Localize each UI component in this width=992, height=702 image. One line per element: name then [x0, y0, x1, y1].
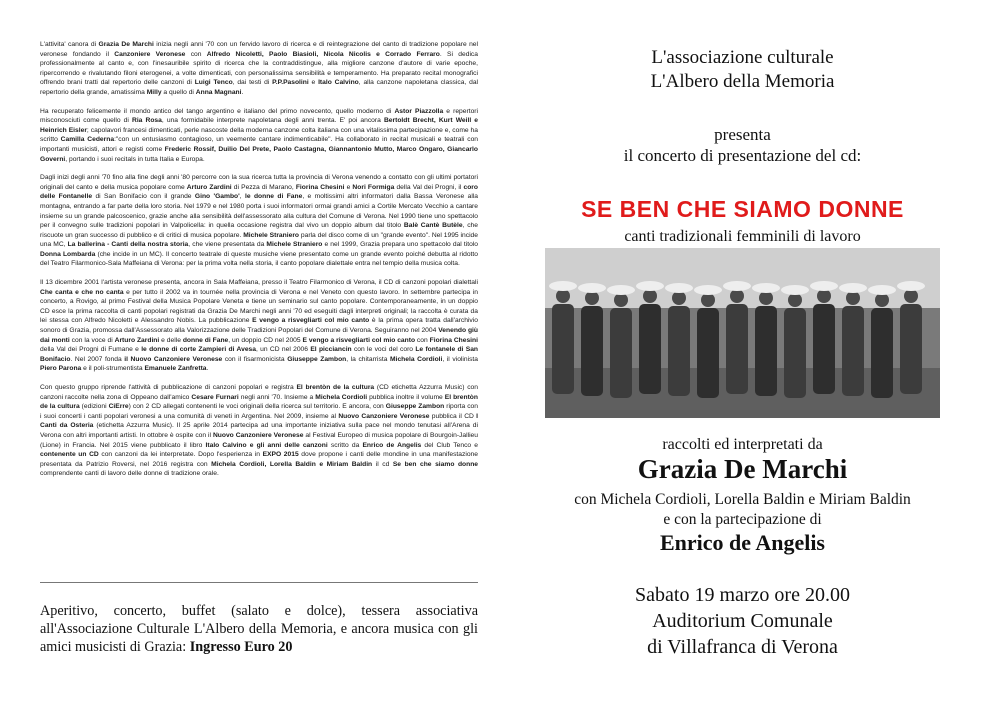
divider: [40, 582, 478, 583]
head-shape: [701, 293, 715, 307]
cd-title: SE BEN CHE SIAMO DONNE: [581, 196, 904, 222]
bio-highlight: Arturo Zardini: [186, 183, 232, 191]
figure-shape: [755, 306, 777, 396]
hat-shape: [694, 285, 722, 295]
bio-highlight: Grazia De Marchi: [98, 41, 154, 48]
bio-highlight: Milly: [146, 88, 162, 96]
bio-highlight: Enrico de Angelis: [362, 441, 422, 449]
bio-highlight: Arturo Zardini: [114, 336, 160, 344]
cd-subtitle: canti tradizionali femminili di lavoro: [624, 228, 861, 245]
presents: [540, 124, 945, 166]
hat-shape: [781, 285, 809, 295]
bio-highlight: Fiorina Chesini: [429, 336, 478, 344]
bio-highlight: Italo Calvino: [318, 79, 359, 87]
hat-shape: [607, 285, 635, 295]
bio-highlight: El brentòn de la cultura: [40, 393, 478, 411]
bio-highlight: Luigi Tenco: [194, 79, 233, 87]
bio-paragraph: Il 13 dicembre 2001 l'artista veronese presenta, ancora in Sala Maffeiana, presso il Teatro Filarmonico di Verona, il CD di canzoni popolari dialettali Che canta e che no canta e per tutto il 2002 va in tournée nella provincia di Verona e nel Veneto con questo lavoro. In settembre partecipa in concerto, a Rovigo, al primo Festival della Musica Popolare Veneta e tiene un seminario sul canto popolare. Contemporaneamente, in un doppio CD esce la prima raccolta di canti popolari registrati da Grazia De Marchi negli anni '70 ed eseguiti dagli interpreti originali; la raccolta è curata da lei stessa con Alfredo Nicoletti e Alessandro Nobis. La pubblicazione E vengo a risvegliarti col mio canto è la prima opera tratta dall'archivio sonoro di Grazia, promossa dall'Assessorato alla Valorizzazione delle Tradizioni Popolari del Comune di Verona. Seguiranno nel 2004 Venendo giù dai monti con la voce di Arturo Zardini e delle donne di Fane, un doppio CD nel 2005 E vengo a risvegliarti col mio canto con Fiorina Chesini della Val dei Progni di Fumane e le donne di corte Zampieri di Avesa, un CD nel 2006 El picciancin con le voci del coro Le fontanele di San Bonifacio. Nel 2007 fonda il Nuovo Canzoniere Veronese con il fisarmonicista Giuseppe Zambon, la chitarrista Michela Cordioli, il violinista Piero Parona e il poli-strumentista Emanuele Zanfretta.: [40, 279, 479, 373]
bio-highlight: Donna Lombarda: [40, 250, 96, 258]
head-shape: [788, 293, 802, 307]
hat-shape: [578, 283, 606, 293]
bio-highlight: I Canti da Osteria: [40, 412, 478, 430]
hat-shape: [752, 283, 780, 293]
figure-shape: [871, 308, 893, 398]
bio-highlight: P.P.Pasolini: [272, 79, 309, 87]
bio-highlight: E vengo a risvegliarti col mio canto: [252, 317, 370, 325]
bio-paragraph: Dagli inizi degli anni '70 fino alla fine degli anni '80 percorre con la sua ricerca tutta la provincia di Verona venendo a contatto con gli ultimi portatori originali del canto e della musica popolare come Arturo Zardini di Pezza di Marano, Fiorina Chesini e Nori Formiga della Val dei Progni, il coro delle Fontanelle di San Bonifacio con il grande Gino 'Gambo', le donne di Fane, e moltissimi altri informatori dalla Bassa Veronese alla montagna, entrando a far parte della loro storia. Nel 1979 e nel 1980 porta i suoi informatori ormai grandi amici a Cortile Mercato Vecchio a cantare insieme su un grande palcoscenico, grazie anche alla sensibilità dell'assessorato alla cultura del Comune di Verona. Nel 1990 tiene uno spettacolo per il convegno sulle tradizioni popolari in Valpolicella: in quella occasione registra dal vivo un doppio album dal titolo Balè Cantè Butèle, che riscuote un gran successo di pubblico e di critici di musica popolare. Michele Straniero parla del disco come di un "grande evento". Nel 1995 incide una MC, La ballerina - Canti della nostra storia, che viene presentata da Michele Straniero e nel 1999, Grazia prepara uno spettacolo dal titolo Donna Lombarda (che incide in un MC). Il concerto teatrale di queste musiche viene presentato come un grande evento poiché debutta al ridotto del Teatro Filarmonico-Sala Maffeiana di Verona: per la prima volta nella storia, il canto popolare dialettale entra nel tempio della musica colta.: [40, 174, 479, 268]
figure-shape: [668, 306, 690, 396]
bio-highlight: coro delle Fontanelle: [40, 183, 478, 201]
event-info-text: Aperitivo, concerto, buffet (salato e dolce), tessera associativa all'Associazione Culturale L'Albero della Memoria, e ancora musica con gli amici musicisti di Grazia:: [40, 603, 478, 655]
bio-highlight: Ria Rosa: [131, 117, 162, 125]
hat-shape: [665, 283, 693, 293]
association-line-1: L'associazione culturale: [651, 47, 834, 68]
bio-highlight: Venendo giù dai monti: [40, 327, 478, 344]
event-details: [540, 582, 945, 660]
association-header: [540, 46, 945, 94]
head-shape: [759, 291, 773, 305]
bio-highlight: Giuseppe Zambon: [287, 355, 347, 363]
bio-highlight: Le fontanele di San Bonifacio: [40, 346, 478, 363]
figure-shape: [784, 308, 806, 398]
head-shape: [556, 289, 570, 303]
figure-shape: [581, 306, 603, 396]
hat-shape: [839, 283, 867, 293]
guest-name: Enrico de Angelis: [659, 530, 825, 555]
event-city: di Villafranca di Verona: [647, 636, 838, 658]
bio-text: [40, 40, 478, 479]
bio-highlight: Piero Parona: [40, 365, 82, 373]
bio-highlight: Canzoniere Veronese: [114, 50, 186, 58]
bio-highlight: Michela Cordioli: [315, 393, 368, 401]
hat-shape: [636, 281, 664, 291]
presents-description: il concerto di presentazione del cd:: [623, 146, 862, 165]
hat-shape: [868, 285, 896, 295]
bio-highlight: contenente un CD: [40, 451, 99, 459]
collected-by: raccolti ed interpretati da: [662, 436, 823, 453]
event-date: Sabato 19 marzo ore 20.00: [635, 584, 850, 606]
figure-shape: [726, 304, 748, 394]
bio-highlight: Che canta e che no canta: [40, 288, 124, 296]
figure-shape: [610, 308, 632, 398]
hat-shape: [723, 281, 751, 291]
head-shape: [817, 289, 831, 303]
bio-highlight: Camilla Cederna: [60, 136, 115, 144]
bio-highlight: Giuseppe Zambon: [385, 403, 445, 411]
performers: [540, 490, 945, 530]
figure-shape: [697, 308, 719, 398]
women-workers-photo: [545, 248, 940, 418]
head-shape: [643, 289, 657, 303]
bio-highlight: Bertoldt Brecht, Kurt Weill e Heinrich Eisler: [40, 117, 479, 134]
entry-price: Ingresso Euro 20: [189, 639, 293, 655]
bio-paragraph: Con questo gruppo riprende l'attività di pubblicazione di canzoni popolari e registra El brentòn de la cultura (CD etichetta Azzurra Music) con canzoni raccolte nella zona di Oppeano dall'amico Cesare Furnari negli anni '70. Insieme a Michela Cordioli pubblica inoltre il volume El brentòn de la cultura (edizioni CiErre) con 2 CD allegati contenenti le voci originali della ricerca sul territorio. E ancora, con Giuseppe Zambon riporta con i suoi concerti i canti popolari veronesi a una comunità di veneti in Argentina. Nel 2009, insieme al Nuovo Canzoniere Veronese pubblica il CD I Canti da Osteria (etichetta Azzurra Music). Il 25 aprile 2014 partecipa ad una importante iniziativa sulla pace nel mondo tenutasi all'Arena di Verona con altri importanti artisti. In ottobre è ospite con il Nuovo Canzoniere Veronese al Festival Europeo di musica popolare di Bourgoin-Jallieu (Lione) in Francia. Nel 2015 viene pubblicato il libro Italo Calvino e gli anni delle canzoni scritto da Enrico de Angelis del Club Tenco e contenente un CD con canzoni da lei interpretate. Dopo l'esperienza in EXPO 2015 dove propone i canti delle mondine in una manifestazione presentata da Patrizio Roversi, nel 2016 registra con Michela Cordioli, Lorella Baldin e Miriam Baldin il cd Se ben che siamo donne comprendente canti di lavoro delle donne di tradizione orale.: [40, 384, 479, 478]
bio-highlight: Nuovo Canzoniere Veronese: [212, 431, 304, 439]
bio-highlight: CiErre: [108, 403, 129, 411]
head-shape: [672, 291, 686, 305]
bio-highlight: El brentòn de la cultura: [296, 384, 375, 391]
bio-highlight: Nuovo Canzoniere Veronese: [338, 412, 430, 420]
figure-shape: [813, 304, 835, 394]
bio-highlight: Anna Magnani: [195, 88, 242, 96]
bio-highlight: Cesare Furnari: [191, 393, 239, 401]
artist-name: Grazia De Marchi: [637, 454, 848, 484]
association-name: L'Albero della Memoria: [650, 71, 835, 92]
event-venue: Auditorium Comunale: [652, 610, 833, 632]
hat-shape: [810, 281, 838, 291]
hat-shape: [897, 281, 925, 291]
bio-highlight: Michela Cordioli: [390, 355, 443, 363]
bio-highlight: Emanuele Zanfretta: [144, 365, 207, 373]
figure-shape: [552, 304, 574, 394]
event-info: [40, 602, 478, 656]
bio-highlight: Nori Formiga: [352, 183, 395, 191]
hat-shape: [549, 281, 577, 291]
photo-image: [545, 248, 940, 418]
bio-highlight: Michele Straniero: [266, 241, 323, 249]
bio-highlight: Michele Straniero: [243, 231, 300, 239]
bio-highlight: Astor Piazzolla: [394, 107, 444, 115]
figure-shape: [900, 304, 922, 394]
head-shape: [614, 293, 628, 307]
bio-highlight: EXPO 2015: [262, 451, 299, 459]
bio-highlight: le donne di Fane: [244, 193, 303, 201]
bio-highlight: il Nuovo Canzoniere Veronese: [124, 355, 223, 363]
bio-highlight: El picciancin: [310, 346, 352, 354]
bio-highlight: E vengo a risvegliarti col mio canto: [302, 336, 416, 344]
bio-highlight: Balè Cantè Butèle: [403, 222, 463, 230]
head-shape: [585, 291, 599, 305]
head-shape: [730, 289, 744, 303]
bio-highlight: Michela Cordioli, Lorella Baldin e Miriam Baldin: [211, 460, 373, 468]
head-shape: [846, 291, 860, 305]
bio-highlight: La ballerina - Canti della nostra storia: [67, 241, 189, 249]
bio-highlight: Alfredo Nicoletti, Paolo Biasioli, Nicola Nicolis e Corrado Ferraro: [206, 50, 440, 58]
head-shape: [875, 293, 889, 307]
performers-list: con Michela Cordioli, Lorella Baldin e Miriam Baldin: [574, 491, 911, 508]
biography: [40, 40, 478, 488]
bio-highlight: Gino 'Gambo': [194, 193, 240, 201]
bio-paragraph: L'attivita' canora di Grazia De Marchi inizia negli anni '70 con un fervido lavoro di ricerca e di reintegrazione del canto di tradizione popolare nel veronese fondando il Canzoniere Veronese con Alfredo Nicoletti, Paolo Biasioli, Nicola Nicolis e Corrado Ferraro. Si dedica professionalmente al canto e, con l'inesauribile spirito di ricerca che la contraddistingue, alla migliore canzone d'autore di varie epoche, ripercorrendo e rivalutando filoni eterogenei, a volte dimenticati, con personalissima sensibilità e temperamento. Ha preparato recital monografici offrendo brani tratti dal repertorio delle canzoni di Luigi Tenco, dai testi di P.P.Pasolini e Italo Calvino, alla canzone napoletana classica, dal repertorio della grande, amatissima Milly a quello di Anna Magnani.: [40, 41, 479, 96]
bio-highlight: Fiorina Chesini: [295, 183, 345, 191]
figure-shape: [639, 304, 661, 394]
bio-highlight: Frederic Rossif, Duilio Del Prete, Paolo Castagna, Giannantonio Mutto, Marco Ongaro, Giancarlo Governi: [40, 145, 478, 163]
head-shape: [904, 289, 918, 303]
bio-highlight: donne di Fane: [182, 336, 229, 344]
participation-label: e con la partecipazione di: [663, 511, 822, 528]
bio-highlight: Italo Calvino e gli anni delle canzoni: [205, 441, 328, 449]
bio-highlight: Se ben che siamo donne: [392, 460, 479, 468]
bio-paragraph: Ha recuperato felicemente il mondo antico del tango argentino e italiano del primo novecento, quello moderno di Astor Piazzolla e repertori misconosciuti come quello di Ria Rosa, una formidabile interprete napoletana degli anni trenta. E' poi ancora Bertoldt Brecht, Kurt Weill e Heinrich Eisler; capolavori francesi dimenticati, perle nascoste della moderna canzone colta italiana con una vitalissima partecipazione e, come ha scritto Camilla Cederna:"con un entusiasmo contagioso, un veemente cantare indimenticabile". Ha collaborato in recital musicali e teatrali con importanti musicisti, attori e registi come Frederic Rossif, Duilio Del Prete, Paolo Castagna, Giannantonio Mutto, Marco Ongaro, Giancarlo Governi, portando i suoi recitals in tutta Italia e Europa.: [40, 107, 479, 163]
figure-shape: [842, 306, 864, 396]
bio-highlight: le donne di corte Zampieri di Avesa: [141, 346, 256, 354]
presents-label: presenta: [714, 125, 771, 144]
